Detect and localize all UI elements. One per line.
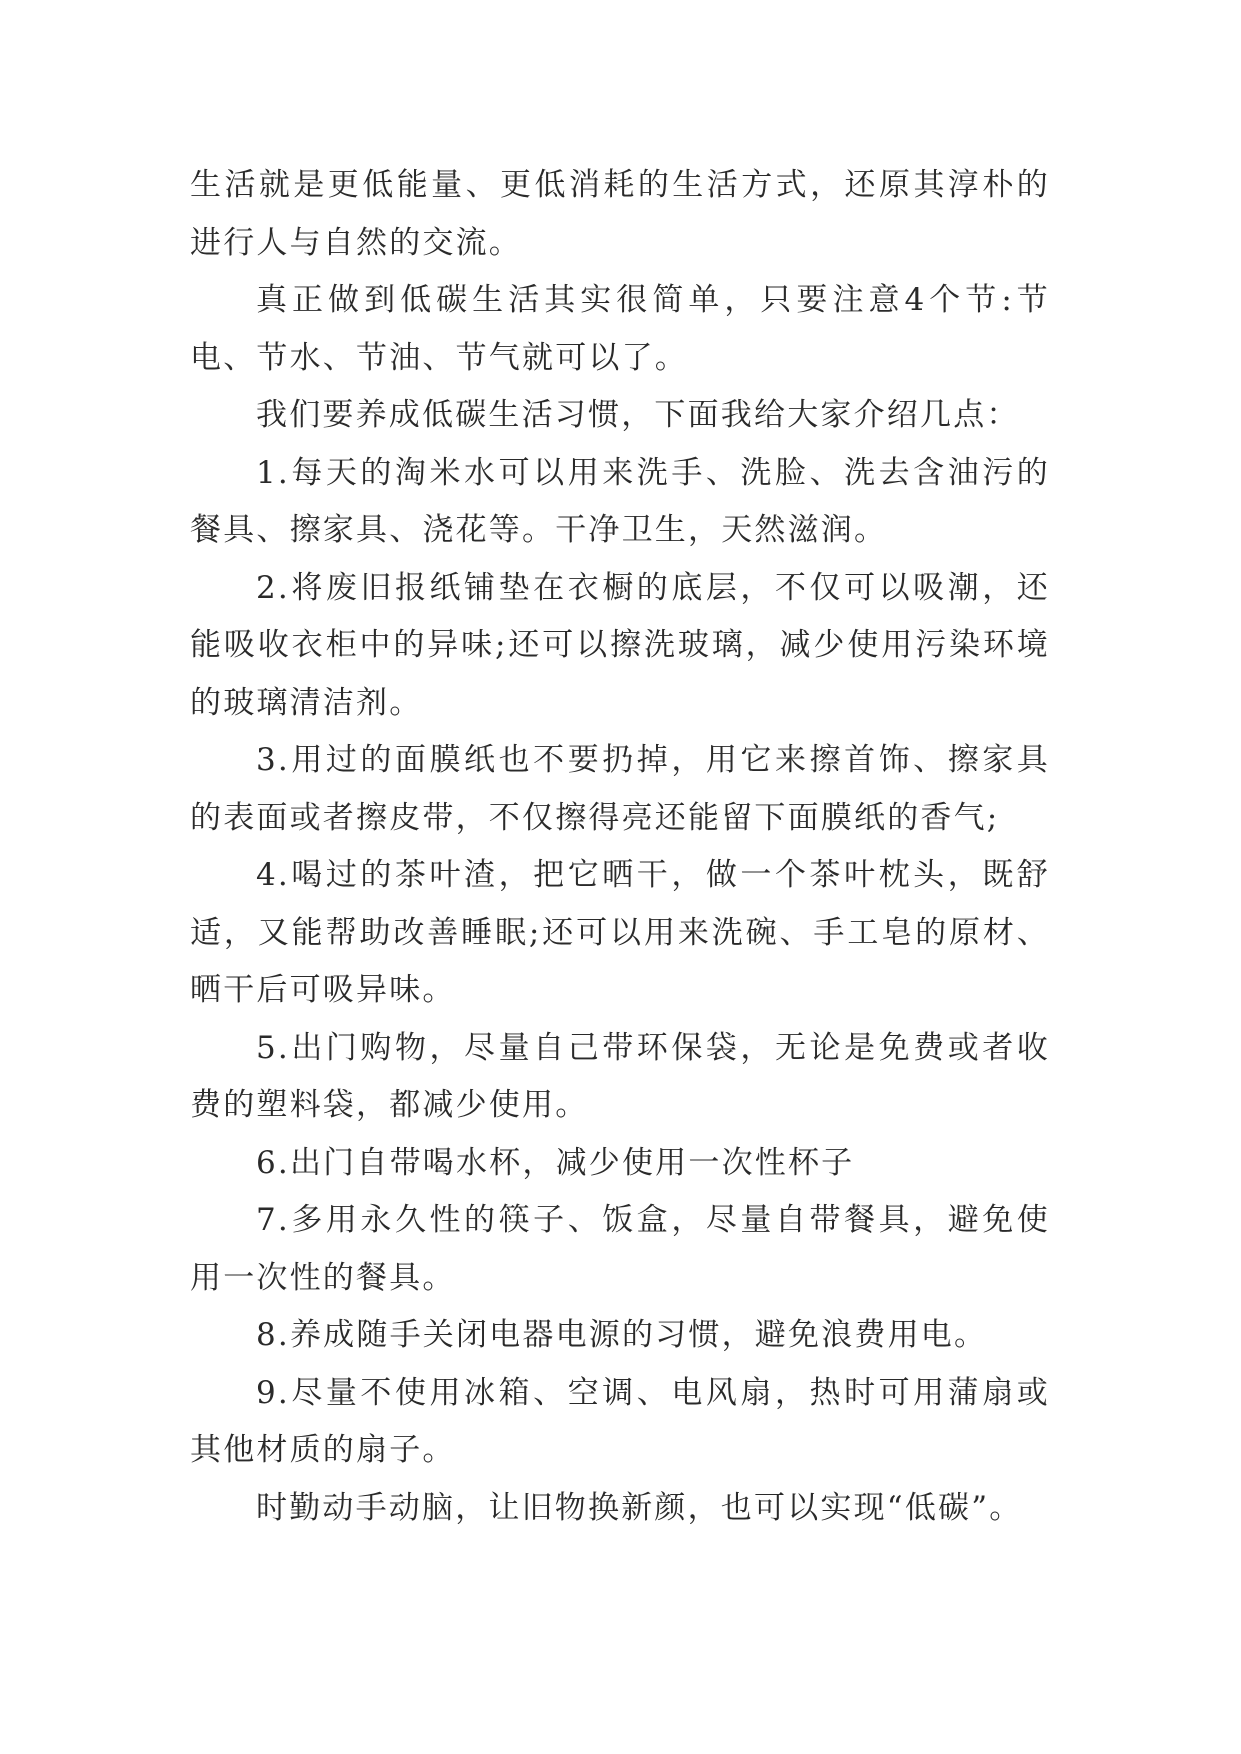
paragraph-conclusion: 时勤动手动脑，让旧物换新颜，也可以实现“低碳”。 [256, 1489, 1023, 1526]
list-item-6: 6.出门自带喝水杯，减少使用一次性杯子 [256, 1144, 855, 1181]
paragraph-four-savings: 真正做到低碳生活其实很简单，只要注意4个节:节电、节水、节油、节气就可以了。 [190, 282, 1050, 376]
paragraph-habits-intro: 我们要养成低碳生活习惯，下面我给大家介绍几点： [256, 397, 1020, 433]
list-item-5: 5.出门购物，尽量自己带环保袋，无论是免费或者收费的塑料袋，都减少使用。 [190, 1029, 1050, 1123]
list-item-8: 8.养成随手关闭电器电源的习惯，避免浪费用电。 [256, 1317, 988, 1353]
list-item-3: 3.用过的面膜纸也不要扔掉，用它来擦首饰、擦家具的表面或者擦皮带，不仅擦得亮还能留下面膜纸的香气; [190, 742, 1050, 836]
list-item-9: 9.尽量不使用冰箱、空调、电风扇，热时可用蒲扇或其他材质的扇子。 [190, 1374, 1050, 1468]
list-item-7: 7.多用永久性的筷子、饭盒，尽量自带餐具，避免使用一次性的餐具。 [190, 1202, 1050, 1296]
list-item-4: 4.喝过的茶叶渣，把它晒干，做一个茶叶枕头，既舒适，又能帮助改善睡眠;还可以用来洗碗、手工皂的原材、晒干后可吸异味。 [190, 857, 1050, 1008]
document-body [190, 157, 1050, 1537]
paragraph-intro-continuation: 生活就是更低能量、更低消耗的生活方式，还原其淳朴的进行人与自然的交流。 [190, 167, 1050, 261]
list-item-1: 1.每天的淘米水可以用来洗手、洗脸、洗去含油污的餐具、擦家具、浇花等。干净卫生，天然滋润。 [190, 454, 1050, 548]
list-item-2: 2.将废旧报纸铺垫在衣橱的底层，不仅可以吸潮，还能吸收衣柜中的异味;还可以擦洗玻璃，减少使用污染环境的玻璃清洁剂。 [190, 569, 1050, 721]
